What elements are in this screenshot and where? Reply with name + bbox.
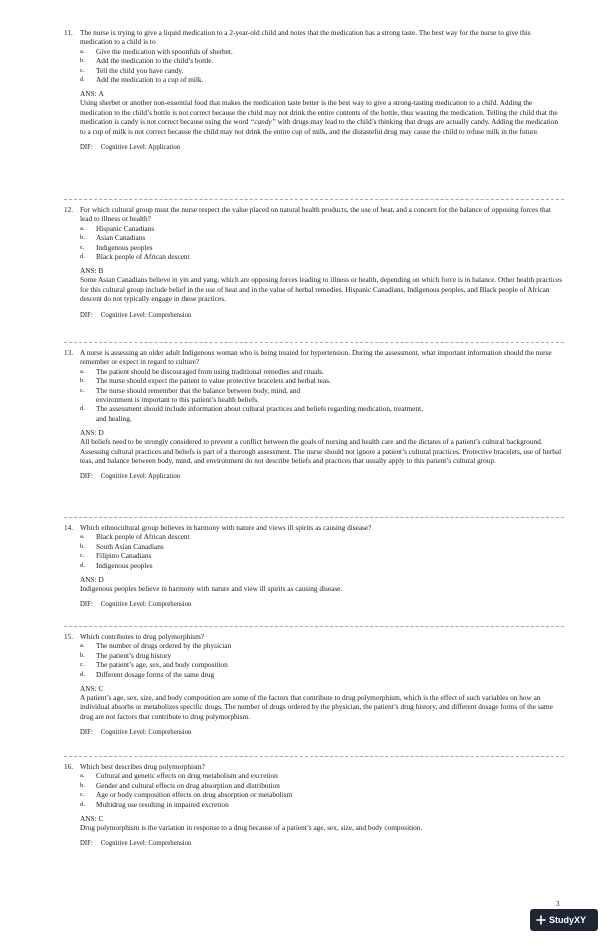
choice-c [64, 551, 564, 560]
dif-value: Cognitive Level: Comprehension [100, 729, 192, 737]
choice-letter: c. [80, 552, 85, 560]
choice-text: Add the medication to the child’s bottle. [96, 56, 214, 66]
choice-letter: b. [80, 377, 85, 385]
dif-label: DIF: [80, 473, 93, 481]
rationale-text: Using sherbet or another non-essential food that makes the medication taste better is the best way to give a strong-tasting medication to a child. Adding the medication to the child’s bottle is not correct because the child may not drink the entire contents of the bottle, thus wasting the medication. Telling the child that the medication is candy is not correct because using the word [80, 98, 558, 127]
question-number: 13. [64, 348, 74, 357]
dif-value: Cognitive Level: Comprehension [100, 311, 192, 319]
question-13 [64, 348, 564, 482]
question-stem [64, 28, 564, 47]
choice-list [64, 367, 564, 423]
dif-value: Cognitive Level: Comprehension [100, 840, 192, 848]
question-number: 15. [64, 632, 74, 641]
question-number: 14. [64, 523, 74, 532]
rationale [64, 693, 564, 721]
question-text: Which best describes drug polymorphism? [80, 762, 205, 771]
rationale [64, 584, 564, 593]
choice-letter: c. [80, 791, 85, 799]
choice-c [64, 790, 564, 799]
answer-letter: A [98, 88, 104, 98]
question-stem [64, 632, 564, 641]
rationale [64, 823, 564, 832]
question-text: Which ethnocultural group believes in harmony with nature and views ill spirits as causing disease? [80, 523, 372, 532]
answer-label: ANS: [80, 88, 97, 98]
choice-a [64, 367, 564, 376]
rationale-text: Some Asian Canadians believe in yin and yang, which are opposing forces leading to illness or health, depending on which force is in balance. Other health practices for this cultural group include belief in the use of heat and in the value of herbal remedies. Hispanic Canadians, Indigenous peoples, and Black people of African descent do not typically engage in these practices. [80, 275, 563, 304]
choice-letter: b. [80, 651, 85, 659]
choice-letter: d. [80, 561, 85, 569]
choice-list [64, 771, 564, 809]
difficulty-line [64, 143, 564, 152]
choice-d [64, 670, 564, 679]
logo-text: StudyXY [549, 915, 587, 925]
choice-text: Different dosage forms of the same drug [96, 669, 215, 679]
choice-list [64, 641, 564, 679]
choice-d [64, 252, 564, 261]
dif-value: Cognitive Level: Comprehension [100, 601, 192, 609]
question-text: For which cultural group must the nurse respect the value placed on natural health products, the use of heat, and a concern for the balance of opposing forces that lead to illness or health? [80, 205, 551, 224]
question-text: The nurse is trying to give a liquid medication to a 2-year-old child and notes that the medication has a strong taste. The best way for the nurse to give this medication to a child is to [80, 28, 531, 47]
question-15 [64, 632, 564, 738]
choice-text: The nurse should expect the patient to value protective bracelets and herbal teas. [96, 376, 331, 386]
rationale-text: with drugs may lead to the child’s thinking that drugs are actually candy. Adding the medication to a cup of milk is not correct because the child may not drink the entire cup of milk, and the distasteful drug may cause the child to refuse milk in the future. [80, 117, 558, 136]
choice-letter: d. [80, 76, 85, 84]
question-text: A nurse is assessing an older adult Indigenous woman who is being treated for hypertension. During the assessment, what important information should the nurse remember or expect in regard to culture? [80, 348, 552, 367]
answer-label: ANS: [80, 683, 97, 693]
choice-a [64, 47, 564, 56]
choice-letter: a. [80, 533, 85, 541]
answer-letter: D [98, 427, 104, 437]
choice-text: The number of drugs ordered by the physician [96, 641, 232, 651]
choice-b [64, 542, 564, 551]
rationale-text: A patient’s age, sex, size, and body composition are some of the factors that contribute to drug polymorphism, which is the effect of such variables on how an individual absorbs or metabolizes specific drugs. The number of drugs ordered by the physician, the patient’s drug history, and different dosage forms of the same drug are not factors that contribute to drug polymorphism. [80, 692, 553, 721]
choice-letter: d. [80, 800, 85, 808]
choice-b [64, 781, 564, 790]
dif-value: Cognitive Level: Application [100, 143, 181, 151]
choice-d [64, 75, 564, 84]
plus-icon [536, 915, 546, 925]
rationale-text: All beliefs need to be strongly considered to prevent a conflict between the goals of nursing and health care and the dictates of a patient’s cultural background. Assessing cultural practices and beliefs is part of a thorough assessment. The nurse should not ignore a patient’s cultural practices. Protective bracelets, use of herbal teas, and balance between body, mind, and environment do not describe beliefs and practices that usually apply to this patient’s cultural group. [80, 437, 562, 465]
choice-text: Hispanic Canadians [96, 223, 155, 233]
choice-c [64, 243, 564, 252]
choice-text: The patient should be discouraged from using traditional remedies and rituals. [96, 366, 324, 376]
question-divider [64, 756, 564, 757]
choice-letter: d. [80, 253, 85, 261]
choice-a [64, 532, 564, 541]
choice-b [64, 376, 564, 385]
choice-letter: b. [80, 57, 85, 65]
answer-letter: C [98, 683, 104, 693]
dif-label: DIF: [80, 840, 93, 848]
choice-letter: c. [80, 243, 85, 251]
choice-c [64, 660, 564, 669]
answer-line [64, 428, 564, 437]
choice-text: Indigenous peoples [96, 242, 153, 252]
choice-text: Indigenous peoples [96, 560, 153, 570]
choice-letter: b. [80, 542, 85, 550]
choice-list [64, 47, 564, 85]
answer-line [64, 684, 564, 693]
choice-letter: a. [80, 642, 85, 650]
question-number: 11. [64, 28, 73, 37]
choice-text: Black people of African descent [96, 252, 190, 262]
dif-label: DIF: [80, 143, 93, 151]
answer-letter: C [98, 813, 104, 823]
rationale [64, 275, 564, 303]
choice-text: Give the medication with spoonfuls of sherbet. [96, 46, 233, 56]
choice-letter: a. [80, 224, 85, 232]
choice-c [64, 386, 326, 405]
choice-text: The patient’s drug history [96, 650, 172, 660]
answer-line [64, 266, 564, 275]
dif-label: DIF: [80, 311, 93, 319]
dif-value: Cognitive Level: Application [100, 473, 181, 481]
question-stem [64, 205, 564, 224]
choice-d [64, 561, 564, 570]
choice-letter: b. [80, 234, 85, 242]
choice-letter: c. [80, 66, 85, 74]
answer-label: ANS: [80, 574, 97, 584]
choice-text: Tell the child you have candy. [96, 65, 184, 75]
choice-list [64, 532, 564, 570]
choice-letter: c. [80, 661, 85, 669]
choice-a [64, 224, 564, 233]
choice-text: The assessment should include information about cultural practices and beliefs regarding medication, treatment, and healing. [96, 404, 424, 423]
answer-letter: D [98, 574, 104, 584]
choice-letter: a. [80, 47, 85, 55]
question-text: Which contributes to drug polymorphism? [80, 632, 205, 641]
question-number: 12. [64, 205, 74, 214]
difficulty-line [64, 600, 564, 609]
question-stem [64, 348, 564, 367]
choice-text: South Asian Canadians [96, 541, 164, 551]
choice-b [64, 651, 564, 660]
choice-text: Black people of African descent [96, 532, 190, 542]
choice-d [64, 404, 424, 423]
rationale [64, 98, 564, 136]
question-divider [64, 626, 564, 627]
page-number: 3 [556, 900, 560, 908]
answer-line [64, 89, 564, 98]
question-stem [64, 523, 564, 532]
choice-b [64, 56, 564, 65]
choice-letter: b. [80, 781, 85, 789]
answer-line [64, 814, 564, 823]
difficulty-line [64, 311, 564, 320]
rationale-text: Indigenous peoples believe in harmony with nature and view ill spirits as causing disease. [80, 583, 343, 593]
rationale [64, 437, 564, 465]
choice-text: The nurse should remember that the balance between body, mind, and environment is important to this patient’s health beliefs. [96, 385, 301, 405]
choice-letter: d. [80, 405, 85, 413]
choice-a [64, 641, 564, 650]
choice-d [64, 800, 564, 809]
choice-text: The patient’s age, sex, and body composition [96, 660, 228, 670]
choice-list [64, 224, 564, 262]
question-12 [64, 205, 564, 320]
difficulty-line [64, 839, 564, 848]
choice-letter: d. [80, 670, 85, 678]
question-divider [64, 199, 564, 200]
choice-letter: c. [80, 386, 85, 394]
choice-text: Asian Canadians [96, 233, 146, 243]
choice-letter: a. [80, 772, 85, 780]
question-16 [64, 762, 564, 849]
dif-label: DIF: [80, 729, 93, 737]
studyxy-logo[interactable] [530, 909, 598, 931]
choice-text: Multidrug use resulting in impaired excretion [96, 799, 229, 809]
choice-letter: a. [80, 367, 85, 375]
question-divider [64, 342, 564, 343]
answer-label: ANS: [80, 265, 97, 275]
rationale-italic: “candy” [250, 117, 276, 127]
choice-c [64, 66, 564, 75]
question-stem [64, 762, 564, 771]
question-number: 16. [64, 762, 74, 771]
answer-label: ANS: [80, 427, 97, 437]
choice-text: Gender and cultural effects on drug absorption and distribution [96, 780, 280, 790]
difficulty-line [64, 472, 564, 481]
choice-text: Age or body composition effects on drug absorption or metabolism [96, 790, 293, 800]
choice-a [64, 771, 564, 780]
answer-letter: B [98, 265, 104, 275]
question-divider [64, 517, 564, 518]
choice-b [64, 233, 564, 242]
answer-line [64, 575, 564, 584]
question-14 [64, 523, 564, 610]
choice-text: Cultural and genetic effects on drug metabolism and excretion [96, 771, 278, 781]
difficulty-line [64, 728, 564, 737]
dif-label: DIF: [80, 601, 93, 609]
answer-label: ANS: [80, 813, 97, 823]
choice-text: Filipino Canadians [96, 551, 152, 561]
choice-text: Add the medication to a cup of milk. [96, 75, 204, 85]
question-11 [64, 28, 564, 152]
rationale-text: Drug polymorphism is the variation in response to a drug because of a patient’s age, sex, size, and body composition. [80, 822, 423, 832]
